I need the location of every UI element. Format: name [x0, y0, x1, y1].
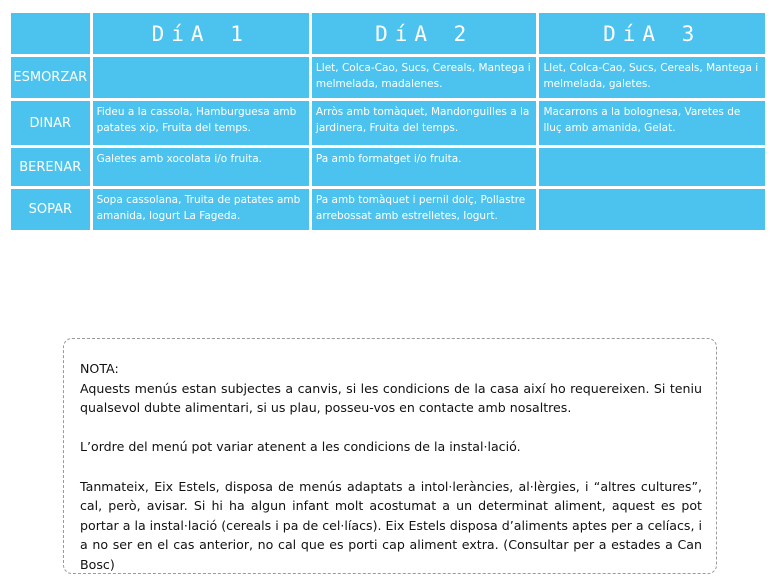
- meal-cell: Pa amb tomàquet i pernil dolç, Pollastre arrebossat amb estrelletes, Iogurt.: [312, 189, 537, 230]
- table-row: [11, 57, 765, 98]
- corner-cell: [11, 13, 90, 54]
- meal-cell: [539, 189, 765, 230]
- day-3-header: DíA 3: [539, 13, 765, 54]
- row-label-esmorzar: ESMORZAR: [11, 57, 90, 98]
- row-label-sopar: SOPAR: [11, 189, 90, 230]
- row-label-berenar: BERENAR: [11, 148, 90, 186]
- day-1-header: DíA 1: [93, 13, 309, 54]
- meal-cell: [93, 57, 309, 98]
- spacer: [80, 457, 702, 477]
- note-paragraph-changes: Aquests menús estan subjectes a canvis, si les condicions de la casa així ho requereixen. Si teniu qualsevol dubte alimentari, si us plau, posseu-vos en contacte amb nosaltres.: [80, 380, 702, 416]
- meal-cell: Llet, Colca-Cao, Sucs, Cereals, Mantega i melmelada, galetes.: [539, 57, 765, 98]
- meal-cell: Pa amb formatget i/o fruita.: [312, 148, 537, 186]
- note-paragraph-adapted-menus: Tanmateix, Eix Estels, disposa de menús adaptats a intol·leràncies, al·lèrgies, i “altres cultures”, cal, però, avisar. Si hi ha algun infant molt acostumat a un determinat aliment, aquest es pot portar a la instal·lació (cereals i pa de cel·líacs). Eix Estels disposa d’aliments aptes per a celíacs, i a no ser en el cas anterior, no cal que es porti cap aliment extra. (Consultar per a estades a Can Bosc): [80, 478, 702, 572]
- meal-cell: Sopa cassolana, Truita de patates amb amanida, Iogurt La Fageda.: [93, 189, 309, 230]
- meal-cell: [539, 148, 765, 186]
- note-heading: NOTA:: [80, 361, 119, 376]
- meal-cell: Fideu a la cassola, Hamburguesa amb patates xip, Fruita del temps.: [93, 101, 309, 145]
- table-header-row: [11, 13, 765, 54]
- meal-cell: Macarrons a la bolognesa, Varetes de lluç amb amanida, Gelat.: [539, 101, 765, 145]
- day-2-header: DíA 2: [312, 13, 537, 54]
- table-row: [11, 148, 765, 186]
- note-paragraph-order: L’ordre del menú pot variar atenent a les condicions de la instal·lació.: [80, 439, 521, 455]
- spacer: [80, 418, 702, 438]
- meal-cell: Llet, Colca-Cao, Sucs, Cereals, Mantega i melmelada, madalenes.: [312, 57, 537, 98]
- table-row: [11, 189, 765, 230]
- table-row: [11, 101, 765, 145]
- note-box: [63, 338, 717, 574]
- row-label-dinar: DINAR: [11, 101, 90, 145]
- menu-table: [8, 10, 768, 233]
- meal-cell: Arròs amb tomàquet, Mandonguilles a la jardinera, Fruita del temps.: [312, 101, 537, 145]
- meal-cell: Galetes amb xocolata i/o fruita.: [93, 148, 309, 186]
